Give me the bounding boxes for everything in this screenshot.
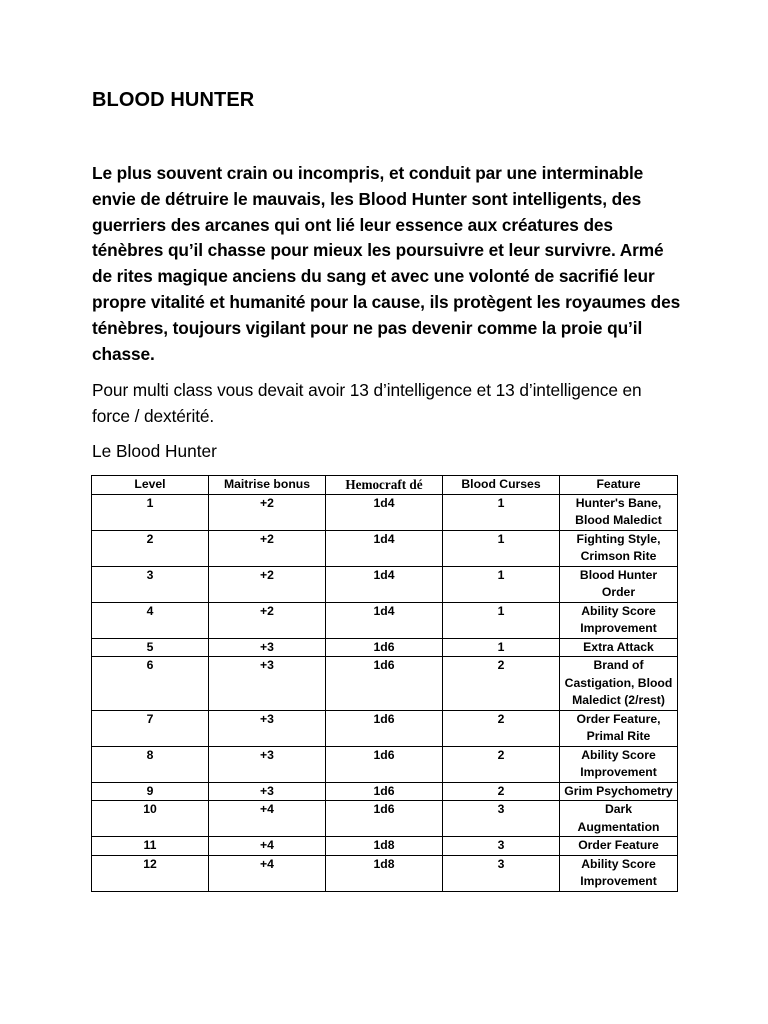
cell-curses: 3	[443, 855, 560, 891]
table-row	[92, 801, 678, 837]
cell-bonus: +3	[209, 782, 326, 801]
table-header-row	[92, 476, 678, 495]
cell-level: 6	[92, 657, 209, 711]
table-row	[92, 710, 678, 746]
cell-die: 1d4	[326, 602, 443, 638]
cell-level: 5	[92, 638, 209, 657]
cell-feature: Extra Attack	[560, 638, 678, 657]
cell-level: 1	[92, 494, 209, 530]
cell-feature: Order Feature, Primal Rite	[560, 710, 678, 746]
cell-die: 1d6	[326, 657, 443, 711]
cell-curses: 2	[443, 657, 560, 711]
cell-curses: 3	[443, 837, 560, 856]
cell-bonus: +3	[209, 710, 326, 746]
cell-bonus: +4	[209, 837, 326, 856]
cell-curses: 1	[443, 530, 560, 566]
document-title: BLOOD HUNTER	[92, 89, 255, 111]
table-row	[92, 494, 678, 530]
cell-die: 1d4	[326, 494, 443, 530]
table-row	[92, 782, 678, 801]
cell-bonus: +4	[209, 855, 326, 891]
cell-level: 11	[92, 837, 209, 856]
table-row	[92, 602, 678, 638]
cell-bonus: +3	[209, 746, 326, 782]
header-feature: Feature	[560, 476, 678, 495]
cell-feature: Ability Score Improvement	[560, 746, 678, 782]
table-row	[92, 657, 678, 711]
cell-level: 12	[92, 855, 209, 891]
header-blood-curses: Blood Curses	[443, 476, 560, 495]
intro-paragraph: Le plus souvent crain ou incompris, et conduit par une interminable envie de détruire le mauvais, les Blood Hunter sont intelligents, des guerriers des arcanes qui ont lié leur essence aux créatures des ténèbres qu’il chasse pour mieux les poursuivre et leur survivre. Armé de rites magique anciens du sang et avec une volonté de sacrifié leur propre vitalité et humanité pour la cause, ils protègent les royaumes des ténèbres, toujours vigilant pour ne pas devenir comme la proie qu’il chasse.	[92, 163, 681, 364]
cell-bonus: +4	[209, 801, 326, 837]
table-row	[92, 855, 678, 891]
multiclass-paragraph: Pour multi class vous devait avoir 13 d’intelligence et 13 d’intelligence en force / dextérité.	[92, 380, 642, 426]
cell-bonus: +3	[209, 638, 326, 657]
cell-feature: Ability Score Improvement	[560, 602, 678, 638]
cell-curses: 3	[443, 801, 560, 837]
table-row	[92, 746, 678, 782]
cell-feature: Grim Psychometry	[560, 782, 678, 801]
cell-die: 1d4	[326, 566, 443, 602]
cell-level: 4	[92, 602, 209, 638]
cell-curses: 1	[443, 602, 560, 638]
cell-level: 2	[92, 530, 209, 566]
cell-die: 1d6	[326, 782, 443, 801]
table-row	[92, 530, 678, 566]
cell-level: 8	[92, 746, 209, 782]
header-maitrise-bonus: Maitrise bonus	[209, 476, 326, 495]
cell-die: 1d6	[326, 638, 443, 657]
table-caption: Le Blood Hunter	[92, 441, 217, 461]
table-row	[92, 638, 678, 657]
cell-feature: Order Feature	[560, 837, 678, 856]
cell-curses: 2	[443, 710, 560, 746]
cell-bonus: +2	[209, 566, 326, 602]
cell-feature: Dark Augmentation	[560, 801, 678, 837]
cell-bonus: +2	[209, 530, 326, 566]
cell-feature: Ability Score Improvement	[560, 855, 678, 891]
cell-feature: Fighting Style, Crimson Rite	[560, 530, 678, 566]
cell-die: 1d4	[326, 530, 443, 566]
cell-level: 10	[92, 801, 209, 837]
cell-die: 1d6	[326, 746, 443, 782]
cell-curses: 2	[443, 746, 560, 782]
cell-bonus: +2	[209, 602, 326, 638]
cell-curses: 1	[443, 494, 560, 530]
cell-bonus: +3	[209, 657, 326, 711]
cell-bonus: +2	[209, 494, 326, 530]
table-row	[92, 837, 678, 856]
cell-die: 1d6	[326, 801, 443, 837]
table-row	[92, 566, 678, 602]
cell-feature: Hunter's Bane, Blood Maledict	[560, 494, 678, 530]
cell-level: 9	[92, 782, 209, 801]
cell-level: 3	[92, 566, 209, 602]
header-level: Level	[92, 476, 209, 495]
cell-curses: 1	[443, 566, 560, 602]
cell-die: 1d8	[326, 855, 443, 891]
cell-curses: 2	[443, 782, 560, 801]
header-hemocraft-die: Hemocraft dé	[326, 476, 443, 495]
cell-feature: Brand of Castigation, Blood Maledict (2/rest)	[560, 657, 678, 711]
blood-hunter-table	[91, 475, 678, 892]
cell-curses: 1	[443, 638, 560, 657]
cell-feature: Blood Hunter Order	[560, 566, 678, 602]
cell-die: 1d8	[326, 837, 443, 856]
cell-level: 7	[92, 710, 209, 746]
cell-die: 1d6	[326, 710, 443, 746]
